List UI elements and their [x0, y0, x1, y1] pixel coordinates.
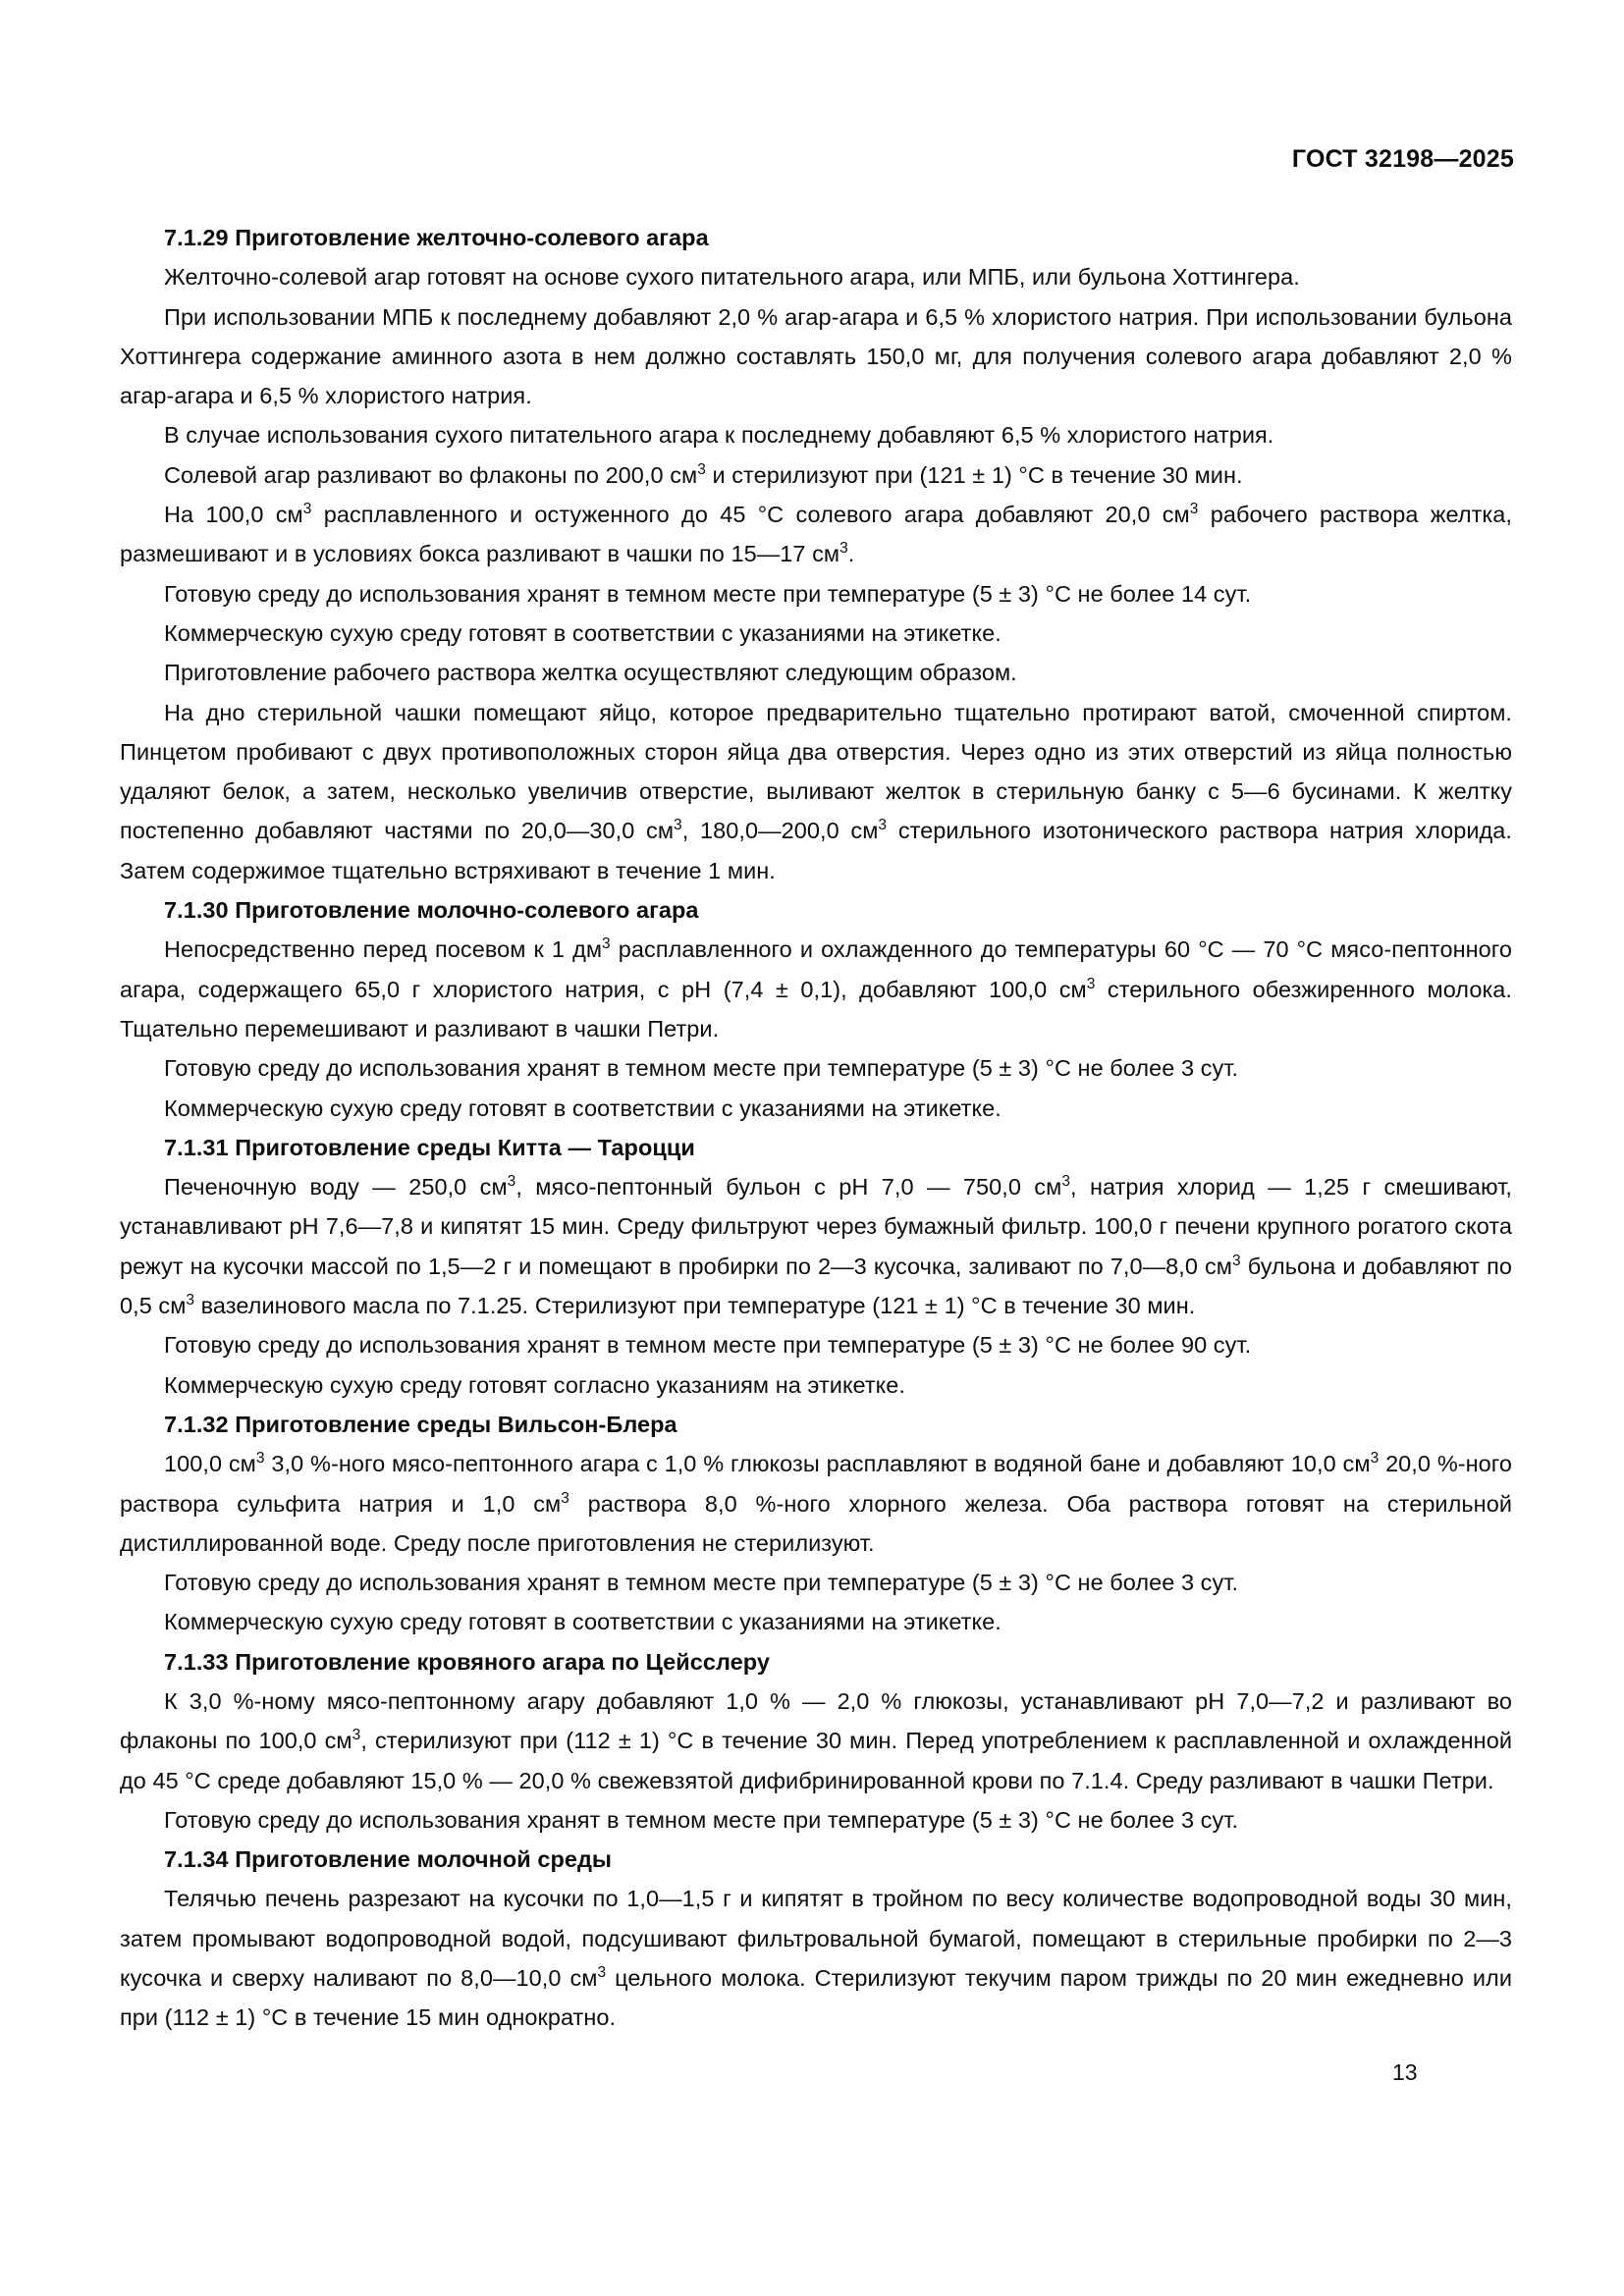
paragraph-7-1-33-2: Готовую среду до использования хранят в темном месте при температуре (5 ± 3) °C не более 3 сут. [164, 1806, 1239, 1833]
superscript-cubic: 3 [878, 817, 888, 834]
paragraph-7-1-33-1 [120, 1682, 1512, 1800]
text-run: Печеночную воду — 250,0 см [164, 1174, 508, 1201]
superscript-cubic: 3 [1189, 501, 1199, 518]
clause-heading-7-1-29: 7.1.29 Приготовление желточно-солевого агара [164, 225, 709, 250]
paragraph-7-1-32-2: Готовую среду до использования хранят в темном месте при температуре (5 ± 3) °C не более 3 сут. [164, 1570, 1239, 1596]
superscript-cubic: 3 [561, 1489, 569, 1507]
clause-heading-7-1-33: 7.1.33 Приготовление кровяного агара по Цейсслеру [164, 1648, 770, 1675]
paragraph-7-1-29-4 [120, 455, 1512, 495]
paragraph-7-1-30-3: Коммерческую сухую среду готовят в соответствии с указаниями на этикетке. [164, 1095, 1001, 1121]
text-run: рабочего раствора желтка, размешивают и в условиях бокса разливают в чашки по 15—17 см [120, 502, 1512, 567]
paragraph-7-1-29-1: Желточно-солевой агар готовят на основе сухого питательного агара, или МПБ, или бульона Хоттингера. [164, 264, 1300, 291]
paragraph-7-1-34-1 [120, 1879, 1512, 2037]
superscript-cubic: 3 [697, 460, 706, 478]
paragraph-7-1-29-9 [120, 693, 1512, 890]
paragraph-7-1-31-3: Коммерческую сухую среду готовят согласно указаниям на этикетке. [164, 1371, 905, 1398]
page-header-standard-number: ГОСТ 32198—2025 [1291, 145, 1514, 173]
superscript-cubic: 3 [507, 1173, 516, 1191]
page-content [120, 218, 1512, 2038]
paragraph-7-1-29-8: Приготовление рабочего раствора желтка осуществляют следующим образом. [164, 660, 1017, 686]
superscript-cubic: 3 [352, 1727, 361, 1744]
superscript-cubic: 3 [602, 935, 611, 953]
paragraph-7-1-31-1 [120, 1167, 1512, 1325]
clause-heading-7-1-30: 7.1.30 Приготовление молочно-солевого агара [164, 897, 699, 924]
text-run: , 180,0—200,0 см [681, 818, 879, 844]
text-run: расплавленного и охлажденного до температуры 60 °C — 70 °C мясо-пептонного агара, содержащего 65,0 г хлористого натрия, с pH (7,4 ± 0,1), добавляют 100,0 см [120, 936, 1512, 1002]
superscript-cubic: 3 [1086, 975, 1096, 992]
text-run: Непосредственно перед посевом к 1 дм [164, 936, 603, 963]
text-run: Солевой агар разливают во флаконы по 200,0 см [164, 461, 698, 488]
superscript-cubic: 3 [674, 817, 682, 834]
superscript-cubic: 3 [839, 540, 848, 558]
page-number: 13 [1392, 2059, 1418, 2085]
paragraph-7-1-29-7: Коммерческую сухую среду готовят в соответствии с указаниями на этикетке. [164, 619, 1001, 646]
text-run: стерильного обезжиренного молока. Тщательно перемешивают и разливают в чашки Петри. [120, 976, 1512, 1041]
text-run: , натрия хлорид — 1,25 г смешивают, устанавливают pH 7,6—7,8 и кипятят 15 мин. Среду фильтруют через бумажный фильтр. 100,0 г печени крупного рогатого скота режут на кусочки массой по 1,5—2 г и помещают в пробирки по 2—3 кусочка, заливают по 7,0—8,0 см [120, 1174, 1512, 1279]
superscript-cubic: 3 [302, 501, 312, 518]
paragraph-7-1-31-2: Готовую среду до использования хранят в темном месте при температуре (5 ± 3) °C не более 90 сут. [164, 1332, 1252, 1359]
text-run: вазелинового масла по 7.1.25. Стерилизуют при температуре (121 ± 1) °C в течение 30 мин. [194, 1293, 1196, 1319]
text-run: 20,0 %-ного раствора сульфита натрия и 1,0 см [120, 1451, 1513, 1517]
paragraph-7-1-29-6: Готовую среду до использования хранят в темном месте при температуре (5 ± 3) °C не более 14 сут. [164, 580, 1252, 607]
text-run: , мясо-пептонный бульон с pH 7,0 — 750,0 см [515, 1174, 1062, 1201]
superscript-cubic: 3 [1232, 1252, 1241, 1269]
superscript-cubic: 3 [186, 1292, 195, 1309]
paragraph-7-1-30-1 [120, 930, 1512, 1048]
paragraph-7-1-32-3: Коммерческую сухую среду готовят в соответствии с указаниями на этикетке. [164, 1609, 1001, 1635]
paragraph-7-1-32-1 [120, 1444, 1512, 1563]
superscript-cubic: 3 [255, 1450, 265, 1468]
clause-heading-7-1-32: 7.1.32 Приготовление среды Вильсон-Блера [164, 1411, 677, 1437]
text-run: расплавленного и остуженного до 45 °C солевого агара добавляют 20,0 см [311, 502, 1190, 528]
text-run: и стерилизуют при (121 ± 1) °C в течение 30 мин. [705, 461, 1243, 488]
paragraph-7-1-29-2: При использовании МПБ к последнему добавляют 2,0 % агар-агара и 6,5 % хлористого натрия. При использовании бульона Хоттингера содержание аминного азота в нем должно составлять 150,0 мг, для получения солевого агара добавляют 2,0 % агар-агара и 6,5 % хлористого натрия. [120, 303, 1512, 409]
text-run: раствора 8,0 %-ного хлорного железа. Оба раствора готовят на стерильной дистиллированной воде. Среду после приготовления не стерилизуют. [120, 1490, 1512, 1556]
text-run: Телячью печень разрезают на кусочки по 1,0—1,5 г и кипятят в тройном по весу количестве водопроводной воды 30 мин, затем промывают водопроводной водой, подсушивают фильтровальной бумагой, помещают в стерильные пробирки по 2—3 кусочка и сверху наливают по 8,0—10,0 см [120, 1886, 1512, 1992]
text-run: цельного молока. Стерилизуют текучим паром трижды по 20 мин ежедневно или при (112 ± 1) °C в течение 15 мин однократно. [120, 1965, 1512, 2031]
text-run: стерильного изотонического раствора натрия хлорида. Затем содержимое тщательно встряхивают в течение 1 мин. [120, 818, 1512, 883]
text-run: бульона и добавляют по 0,5 см [120, 1253, 1512, 1319]
text-run: К 3,0 %-ному мясо-пептонному агару добавляют 1,0 % — 2,0 % глюкозы, устанавливают pH 7,0—7,2 и разливают во флаконы по 100,0 см [120, 1687, 1512, 1754]
superscript-cubic: 3 [597, 1964, 607, 1982]
text-run: 100,0 см [164, 1451, 256, 1477]
superscript-cubic: 3 [1061, 1173, 1070, 1191]
superscript-cubic: 3 [1370, 1450, 1380, 1468]
text-run: 3,0 %-ного мясо-пептонного агара с 1,0 % глюкозы расплавляют в водяной бане и добавляют 10,0 см [264, 1451, 1371, 1477]
text-run: . [847, 541, 855, 567]
clause-heading-7-1-31: 7.1.31 Приготовление среды Китта — Тароцци [164, 1134, 695, 1160]
text-run: На 100,0 см [164, 502, 303, 528]
clause-heading-7-1-34: 7.1.34 Приготовление молочной среды [164, 1846, 613, 1873]
text-run: , стерилизуют при (112 ± 1) °C в течение 30 мин. Перед употреблением к расплавленной и охлажденной до 45 °C среде добавляют 15,0 % — 20,0 % свежевзятой дифибринированной крови по 7.1.4. Среду разливают в чашки Петри. [120, 1728, 1512, 1793]
paragraph-7-1-29-3: В случае использования сухого питательного агара к последнему добавляют 6,5 % хлористого натрия. [164, 422, 1274, 449]
paragraph-7-1-30-2: Готовую среду до использования хранят в темном месте при температуре (5 ± 3) °C не более 3 сут. [164, 1055, 1239, 1082]
paragraph-7-1-29-5 [120, 495, 1512, 574]
text-run: На дно стерильной чашки помещают яйцо, которое предварительно тщательно протирают ватой, смоченной спиртом. Пинцетом пробивают с двух противоположных сторон яйца два отверстия. Через одно из этих отверстий из яйца полностью удаляют белок, а затем, несколько увеличив отверстие, выливают желток в стерильную банку с 5—6 бусинами. К желтку постепенно добавляют частями по 20,0—30,0 см [120, 699, 1512, 844]
